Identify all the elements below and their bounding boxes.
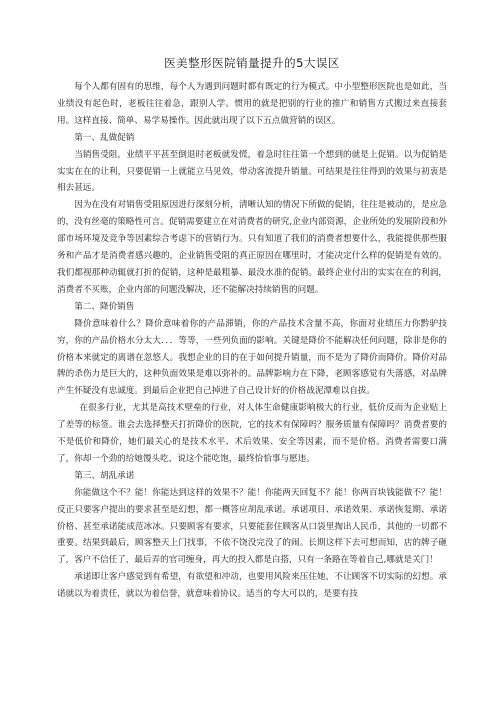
paragraph-intro: 每个人都有固有的思维，每个人为遇到问题时都有既定的行为模式。中小型整形医院也是如此，当业绩没有起色时，老板往往着急，跟别人学。惯用的就是把别的行业的推广和销售方式搬过来直接套用。这样直接、简单、易学易操作。因此就出现了以下五点做营销的误区。 xyxy=(57,82,447,126)
document-body xyxy=(57,55,447,603)
section-heading-3: 第三、胡乱承诺 xyxy=(74,470,135,481)
paragraph: 因为在没有对销售受阻原因进行深刻分析，清晰认知的情况下所做的促销，往往是被动的，是应急的，没有丝毫的策略性可言。促销需要建立在对消费者的研究,企业内部资源，企业所处的发展阶段和外部市场环境及竞争等因素综合考虑下的营销行为。只有知道了我们的消费者想要什么，我能提供那些服务和产品才是消费者感兴趣的，企业销售受阻的真正原因在哪里时，才能决定什么样的促销是有效的。我们都视那种动辄就打折的促销，这种是最粗暴、最没水准的促销。最终企业付出的实实在在的利润，消费者不买账，企业内部的问题没解决，还不能解决持续销售的问题。 xyxy=(57,200,447,295)
paragraph: 降价意味着什么？降价意味着你的产品滞销，你的产品技术含量不高，你面对业绩压力你黔驴技穷，你的产品价格水分太大．．．等等，一些列负面的影响。关键是降价不能解决任何问题，除非是你的价格本来就定的离谱在忽悠人。我想企业的目的在于如何提升销量，而不是为了降价而降价。降价对品牌的杀伤力是巨大的，这种负面效果是难以弥补的。品牌影响力在下降，老顾客感觉有失落感，对品牌产生怀疑没有忠诚度。到最后企业把自己掉进了自己设计好的价格战泥潭难以自拔。 xyxy=(57,318,447,397)
section-heading-1: 第一、乱做促销 xyxy=(74,132,135,143)
paragraph: 你能做这个不？能！你能达到这样的效果不？能！你能两天回复不？能！你两百块钱能做不？能！反正只要客户提出的要求甚至是幻想，都一概答应胡乱承诺。承诺项目、承诺效果、承诺恢复期、承诺价格、甚至承诺能成范冰冰。只要顾客有要求，只要能套住顾客从口袋里掏出人民币，其他的一切都不重要。结果到最后，顾客整天上门找事，不依不饶没完没了的闹。长期这样下去可想而知，店的牌子砸了，客户不信任了，最后弄的官司缠身，再大的投入都是白搭，只有一条路在等着自己,哪就是关门！ xyxy=(57,487,447,566)
paragraph: 在很多行业，尤其是高技术壁垒的行业，对人体生命健康影响极大的行业，低价反而为企业贴上了差等的标签。谁会去选择整天打折降价的医院，它的技术有保障吗？服务质量有保障吗？消费者要的不是低价和降价，她们最关心的是技术水平、术后效果、安全等因素，而不是价格。消费者需要口满了，你却一个劲的给她馒头吃，说这个能吃饱，最终恰恰事与愿违。 xyxy=(57,403,447,464)
paragraph: 承诺即让客户感觉到有希望，有欲望和冲动，也要用风险来压住她，不让顾客不切实际的幻想。承诺就以为着责任，就以为着信誉，就意味着协议。适当的夸大可以的，是要有技 xyxy=(57,572,447,600)
paragraph: 当销售受阻，业绩平平甚至倒退时老板就发慌，着急时往往第一个想到的就是上促销。以为促销是实实在在的让利，只要促销一上就能立马见效，带动客流提升销量。可结果是往往得到的效果与初衷是相去甚远。 xyxy=(57,149,447,194)
document-title: 医美整形医院销量提升的5大误区 xyxy=(164,56,340,70)
section-heading-2: 第二、降价销售 xyxy=(74,301,135,312)
